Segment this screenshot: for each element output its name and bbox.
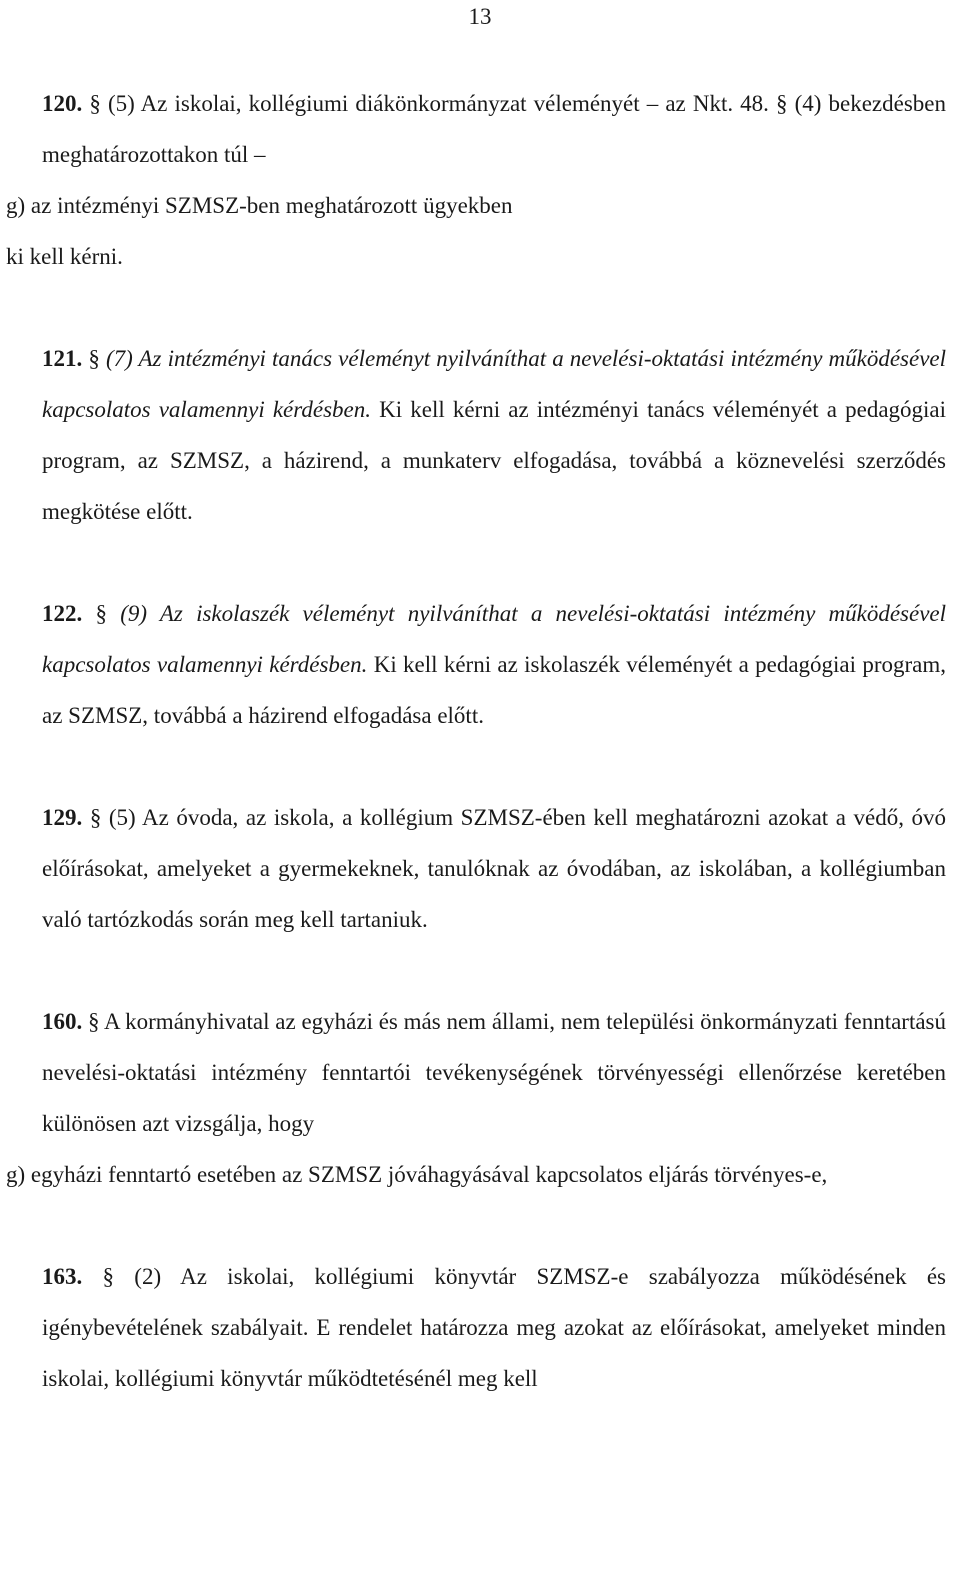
page-number: 13: [468, 4, 492, 29]
document-body: [6, 78, 947, 1404]
paragraph-sign: §: [102, 1264, 115, 1289]
section-number: 122.: [42, 601, 83, 626]
section-text: (7) Az intézményi tanács véleményt nyilváníthat a nevelési-oktatási intézmény működésével kapcsolatos valamennyi kérdésben.: [42, 346, 947, 422]
section-122: [42, 588, 946, 741]
section-163: [42, 1251, 946, 1404]
section-120: [42, 78, 946, 180]
paragraph-sign: §: [89, 805, 102, 830]
paragraph-sign: §: [95, 601, 107, 626]
section-text: A kormányhivatal az egyházi és más nem állami, nem települési önkormányzati fenntartású nevelési-oktatási intézmény fenntartói tevékenységének törvényességi ellenőrzése keretében különösen azt vizsgálja, hogy: [42, 1009, 946, 1136]
paragraph-sign: §: [88, 346, 100, 371]
section-129: [42, 792, 946, 945]
section-number: 160.: [42, 1009, 83, 1034]
section-text: (5) Az iskolai, kollégiumi diákönkormányzat véleményét – az Nkt. 48. § (4) bekezdésben meghatározottakon túl –: [42, 91, 946, 167]
section-160-subitem: g) egyházi fenntartó esetében az SZMSZ jóváhagyásával kapcsolatos eljárás törvényes-e,: [6, 1162, 828, 1187]
section-number: 120.: [42, 91, 83, 116]
spacer: [42, 282, 946, 333]
section-120-subitem: g) az intézményi SZMSZ-ben meghatározott ügyekben: [6, 193, 513, 218]
paragraph-sign: §: [89, 91, 101, 116]
section-121: [42, 333, 946, 537]
paragraph-sign: §: [88, 1009, 100, 1034]
section-text: (9) Az iskolaszék véleményt nyilváníthat a nevelési-oktatási intézmény működésével kapcsolatos valamennyi kérdésben.: [42, 601, 947, 677]
spacer: [42, 1200, 946, 1251]
section-text: (2) Az iskolai, kollégiumi könyvtár SZMSZ-e szabályozza működésének és igénybevételének szabályait. E rendelet határozza meg azokat az előírásokat, amelyeket minden iskolai, kollégiumi könyvtár működtetésénél meg kell: [42, 1264, 946, 1391]
spacer: [42, 537, 946, 588]
section-160: [42, 996, 946, 1149]
section-text: (5) Az óvoda, az iskola, a kollégium SZMSZ-ében kell meghatározni azokat a védő, óvó előírásokat, amelyeket a gyermekeknek, tanulóknak az óvodában, az iskolában, a kollégiumban való tartózkodás során meg kell tartaniuk.: [42, 805, 947, 932]
section-text-upright: Ki kell kérni az iskolaszék véleményét a pedagógiai program, az SZMSZ, továbbá a házirend elfogadása előtt.: [42, 652, 947, 728]
spacer: [42, 945, 946, 996]
section-text-upright: Ki kell kérni az intézményi tanács véleményét a pedagógiai program, az SZMSZ, a házirend, a munkaterv elfogadása, továbbá a köznevelési szerződés megkötése előtt.: [42, 397, 947, 524]
section-120-closing: ki kell kérni.: [6, 244, 123, 269]
spacer: [42, 741, 946, 792]
section-number: 121.: [42, 346, 83, 371]
section-number: 163.: [42, 1264, 83, 1289]
section-number: 129.: [42, 805, 83, 830]
